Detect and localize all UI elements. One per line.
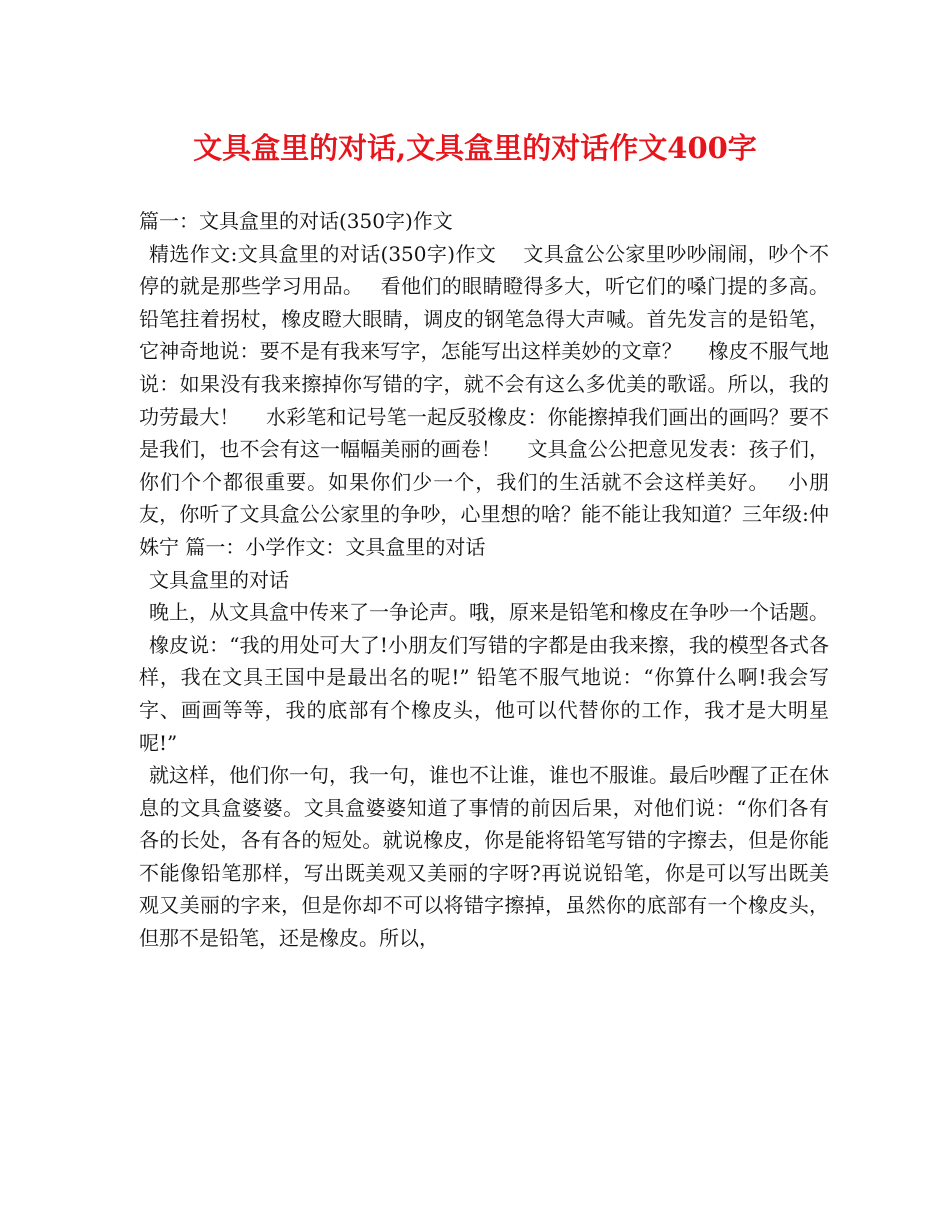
paragraph-subtitle: 文具盒里的对话 xyxy=(149,567,289,592)
document-body xyxy=(139,205,829,955)
document-title: 文具盒里的对话,文具盒里的对话作文400字 xyxy=(193,131,757,165)
paragraph: 就这样，他们你一句，我一句，谁也不让谁，谁也不服谁。最后吵醒了正在休息的文具盒婆婆。文具盒婆婆知道了事情的前因后果，对他们说：“你们各有各的长处，各有各的短处。就说橡皮，你是能将铅笔写错的字擦去，但是你能不能像铅笔那样，写出既美观又美丽的字呀?再说说铅笔，你是可以写出既美观又美丽的字来，但是你却不可以将错字擦掉，虽然你的底部有一个橡皮头，但那不是铅笔，还是橡皮。所以， xyxy=(139,763,829,951)
paragraph: 精选作文:文具盒里的对话(350字)作文 文具盒公公家里吵吵闹闹，吵个不停的就是那些学习用品。 看他们的眼睛瞪得多大，听它们的嗓门提的多高。铅笔拄着拐杖，橡皮瞪大眼睛，调皮的钢笔急得大声喊。首先发言的是铅笔，它神奇地说：要不是有我来写字，怎能写出这样美妙的文章？ 橡皮不服气地说：如果没有我来擦掉你写错的字，就不会有这么多优美的歌谣。所以，我的功劳最大！ 水彩笔和记号笔一起反驳橡皮：你能擦掉我们画出的画吗？要不是我们，也不会有这一幅幅美丽的画卷！ 文具盒公公把意见发表：孩子们，你们个个都很重要。如果你们少一个，我们的生活就不会这样美好。 小朋友，你听了文具盒公公家里的争吵，心里想的啥？能不能让我知道？三年级:仲姝宁 篇一：小学作文：文具盒里的对话 xyxy=(139,241,829,559)
paragraph: 橡皮说：“我的用处可大了!小朋友们写错的字都是由我来擦，我的模型各式各样，我在文具王国中是最出名的呢!” 铅笔不服气地说：“你算什么啊!我会写字、画画等等，我的底部有个橡皮头，他可以代替你的工作，我才是大明星呢!” xyxy=(139,632,829,755)
paragraph: 晚上，从文具盒中传来了一争论声。哦，原来是铅笔和橡皮在争吵一个话题。 xyxy=(149,600,829,625)
paragraph-heading: 篇一：文具盒里的对话(350字)作文 xyxy=(139,209,453,233)
